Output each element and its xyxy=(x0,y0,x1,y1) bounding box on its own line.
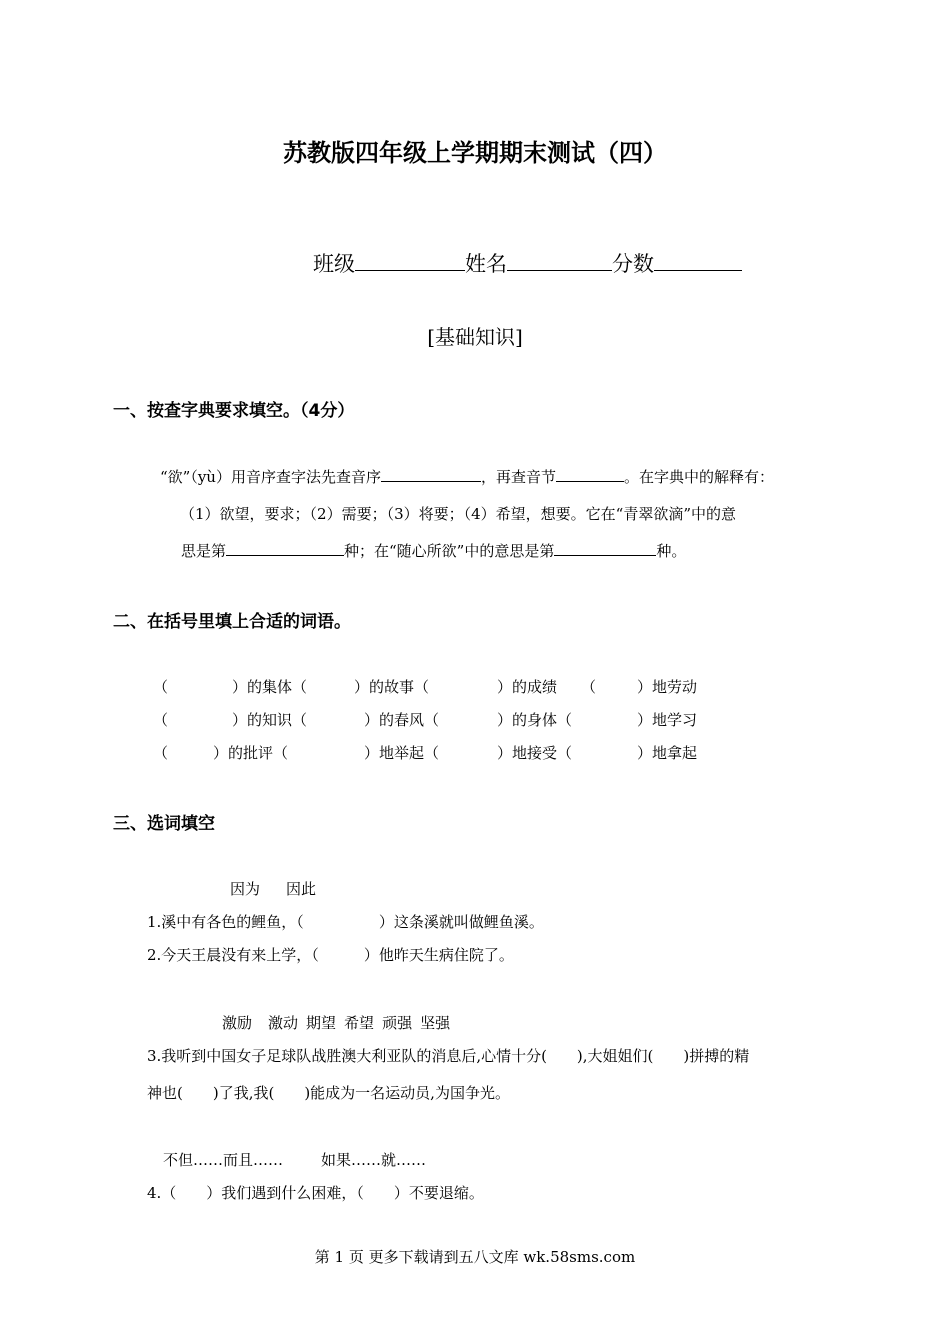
section1-line3 xyxy=(181,540,686,561)
line3-text-c: 种。 xyxy=(656,542,687,560)
word-choices-3 xyxy=(163,1149,426,1170)
fill-cell: ）地拿起 xyxy=(637,744,698,762)
name-label: 姓名 xyxy=(465,252,507,276)
page-footer: 第 1 页 更多下载请到五八文库 wk.58sms.com xyxy=(314,1248,636,1266)
line3-text-b: 种；在“随心所欲”中的意思是第 xyxy=(344,542,555,560)
fill-cell: （ xyxy=(153,711,169,729)
section-subtitle: [基础知识] xyxy=(427,325,523,349)
word-option: 期望 xyxy=(306,1014,337,1032)
fill-cell: ）的知识（ xyxy=(232,711,308,729)
fill-cell: （ xyxy=(581,678,597,696)
word-option: 坚强 xyxy=(420,1014,451,1032)
question-4: 4.（ ）我们遇到什么困难，（ ）不要退缩。 xyxy=(147,1184,484,1202)
yinjie-blank[interactable] xyxy=(556,467,624,482)
word-option: 激励 xyxy=(222,1014,253,1032)
section1-line1 xyxy=(160,466,774,487)
section1-line2: （1）欲望，要求；（2）需要；（3）将要；（4）希望，想要。它在“青翠欲滴”中的意 xyxy=(180,505,737,523)
word-option: 如果……就…… xyxy=(321,1151,427,1169)
section1-heading: 一、按查字典要求填空。（4分） xyxy=(113,401,355,421)
word-option: 激动 xyxy=(268,1014,299,1032)
fill-cell: ）的身体（ xyxy=(497,711,573,729)
word-option: 因此 xyxy=(286,880,317,898)
question-2: 2.今天王晨没有来上学，（ ）他昨天生病住院了。 xyxy=(147,946,514,964)
fill-cell: ）地劳动 xyxy=(637,678,698,696)
question-1: 1.溪中有各色的鲤鱼，（ ）这条溪就叫做鲤鱼溪。 xyxy=(147,913,544,931)
line1-text-c: 。在字典中的解释有： xyxy=(624,468,775,486)
page-title: 苏教版四年级上学期期末测试（四） xyxy=(283,139,667,167)
fill-cell: ）的故事（ xyxy=(354,678,430,696)
section2-heading: 二、在括号里填上合适的词语。 xyxy=(113,612,351,632)
word-choices-1 xyxy=(230,878,316,899)
question-3-line1: 3.我听到中国女子足球队战胜澳大利亚队的消息后,心情十分( ),大姐姐们( )拼搏的精 xyxy=(147,1047,750,1065)
fill-cell: ）地接受（ xyxy=(497,744,573,762)
meaning2-blank[interactable] xyxy=(554,541,656,556)
word-option: 希望 xyxy=(344,1014,375,1032)
section3-heading: 三、选词填空 xyxy=(113,814,215,834)
line3-text-a: 思是第 xyxy=(181,542,227,560)
question-3-line2: 神也( )了我,我( )能成为一名运动员,为国争光。 xyxy=(147,1084,510,1102)
fill-cell: ）地举起（ xyxy=(364,744,440,762)
fill-cell: ）的批评（ xyxy=(213,744,289,762)
meaning1-blank[interactable] xyxy=(226,541,344,556)
name-blank[interactable] xyxy=(507,248,612,271)
class-label: 班级 xyxy=(313,252,355,276)
student-info-line xyxy=(313,248,742,278)
word-choices-2 xyxy=(222,1012,450,1033)
fill-cell: ）的成绩 xyxy=(497,678,558,696)
word-option: 顽强 xyxy=(382,1014,413,1032)
class-blank[interactable] xyxy=(355,248,465,271)
word-option: 不但……而且…… xyxy=(163,1151,284,1169)
word-option: 因为 xyxy=(230,880,261,898)
fill-cell: ）地学习 xyxy=(637,711,698,729)
line1-text-b: ，再查音节 xyxy=(480,468,556,486)
fill-cell: ）的集体（ xyxy=(232,678,308,696)
line1-text-a: “欲”（yù）用音序查字法先查音序 xyxy=(160,468,381,486)
score-label: 分数 xyxy=(612,252,654,276)
fill-cell: ）的春风（ xyxy=(364,711,440,729)
yinxu-blank[interactable] xyxy=(381,467,481,482)
score-blank[interactable] xyxy=(654,248,742,271)
fill-cell: （ xyxy=(153,744,169,762)
fill-cell: （ xyxy=(153,678,169,696)
